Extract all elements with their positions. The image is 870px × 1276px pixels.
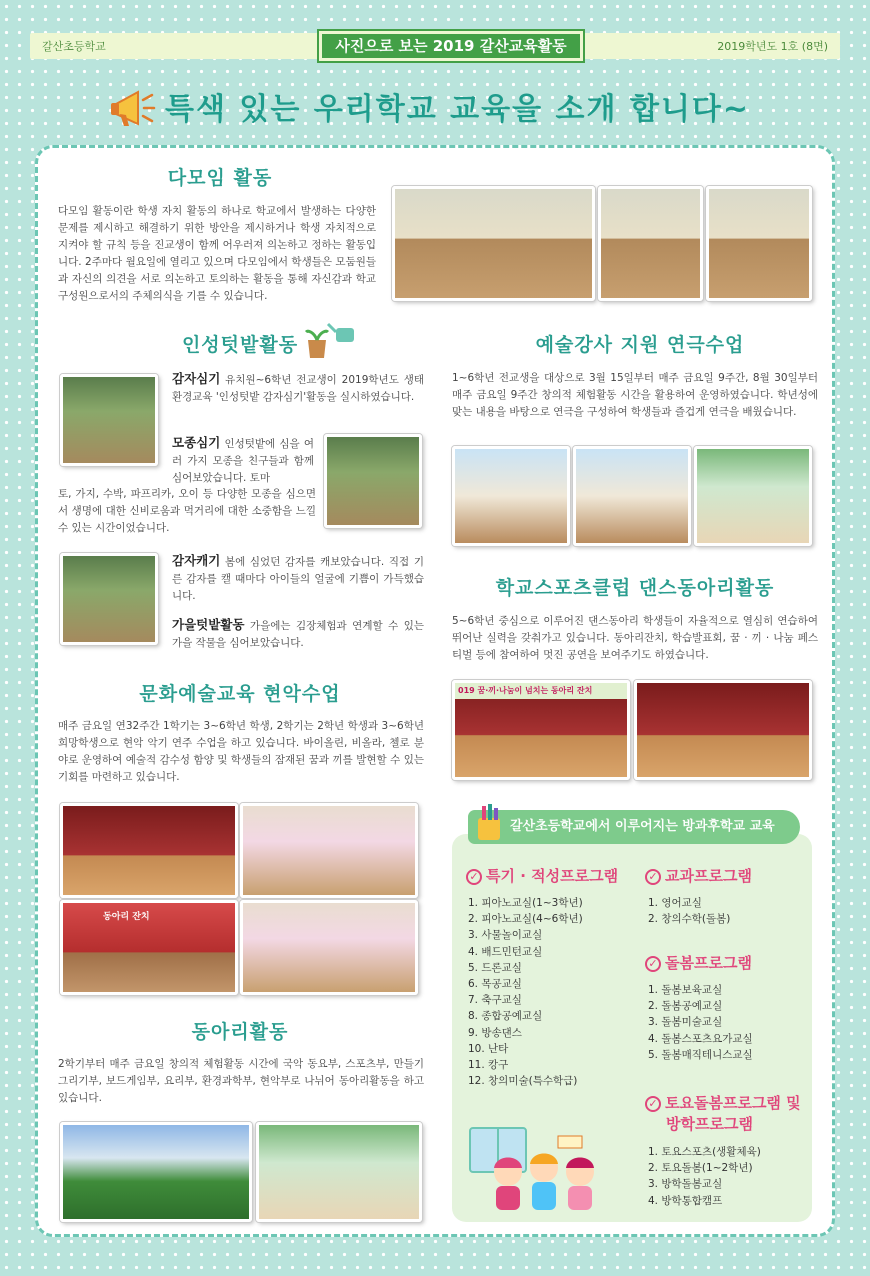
art-title: 예술강사 지원 연극수업 — [535, 334, 745, 356]
check-icon: ✓ — [645, 869, 661, 885]
program-item: 6. 목공교실 — [468, 978, 522, 991]
potato-harvest-desc: 봄에 심었던 감자를 캐보았습니다. 직접 기른 감자를 캘 때마다 아이들의 얼굴에 기쁨이 가득했습니다. — [172, 556, 424, 602]
subject-program-head: ✓ 교과프로그램 — [645, 865, 752, 886]
autumn-text — [172, 616, 424, 652]
damoim-photo-2 — [598, 186, 703, 301]
kids-illustration — [466, 1122, 616, 1214]
check-icon: ✓ — [645, 956, 661, 972]
program-item: 3. 돌봄미술교실 — [648, 1016, 723, 1029]
school-name: 갈산초등학교 — [42, 40, 106, 53]
insung-title: 인성텃밭활동 — [181, 334, 299, 356]
club-photo-1 — [60, 1122, 252, 1222]
damoim-photo-1 — [392, 186, 595, 301]
check-icon: ✓ — [466, 869, 482, 885]
program-item: 4. 배드민턴교실 — [468, 945, 543, 958]
program-item: 5. 드론교실 — [468, 961, 522, 974]
program-item: 1. 피아노교실(1~3학년) — [468, 897, 583, 909]
seedling-label: 모종심기 — [172, 435, 221, 450]
saturday-program-head-2: 방학프로그램 — [666, 1115, 753, 1133]
potato-plant-desc: 유치원~6학년 전교생이 2019학년도 생태환경교육 '인성텃밭 감자심기'활동을 실시하였습니다. — [172, 374, 424, 403]
art-photo-3 — [694, 446, 812, 546]
program-item: 1. 토요스포츠(생활체육) — [648, 1146, 761, 1158]
program-item: 1. 돌봄보육교실 — [648, 984, 723, 996]
dance-title: 학교스포츠클럽 댄스동아리활동 — [495, 577, 775, 599]
culture-banner-text: 동아리 잔치 — [103, 912, 150, 922]
damoim-text: 다모임 활동이란 학생 자치 활동의 하나로 학교에서 발생하는 다양한 문제를 제시하고 해결하기 위한 방안을 제시하거나 학생 자치적으로 지켜야 할 규칙 등을 진교생이 함께 어우러져 의논하고 정하는 활동입니다. 2주마다 월요일에 열리고 있으며 다모임에서 학생들은 모둠원들과 자신의 의견을 서로 의논하고 토의하는 활동을 통해 자신감과 학교구성원으로서의 주체의식을 기를 수 있습니다. — [58, 205, 376, 302]
culture-photo-4 — [240, 900, 418, 995]
saturday-program-list — [648, 1144, 761, 1209]
program-item: 2. 토요돌봄(1~2학년) — [648, 1162, 753, 1175]
damoim-photo-3 — [706, 186, 812, 301]
potato-harvest-label: 감자캐기 — [172, 553, 221, 568]
saturday-program-head: ✓ 토요돌봄프로그램 및 — [645, 1092, 801, 1113]
header-bar — [30, 33, 840, 59]
megaphone-icon — [108, 86, 158, 132]
culture-photo-3 — [60, 900, 238, 995]
program-item: 7. 축구교실 — [468, 994, 522, 1007]
program-item: 2. 돌봄공예교실 — [648, 1000, 723, 1013]
culture-photo-1 — [60, 803, 238, 898]
club-text: 2학기부터 매주 금요일 창의적 체험활동 시간에 국악 동요부, 스포츠부, 만들기그리기부, 보드게임부, 요리부, 환경과학부, 현악부로 나뉘어 동아리활동을 하고 있습니다. — [58, 1058, 424, 1104]
dance-text: 5~6학년 중심으로 이루어진 댄스동아리 학생들이 자율적으로 열심히 연습하여 뛰어난 실력을 갖춰가고 있습니다. 동아리잔치, 학습발표회, 꿈 · 끼 · 나눔 페스티벌 등에 참여하여 멋진 공연을 보여주기도 하였습니다. — [452, 615, 818, 661]
autumn-label: 가을텃밭활동 — [172, 617, 245, 632]
page-main-title: 특색 있는 우리학교 교육을 소개 합니다~ — [165, 92, 751, 127]
art-text: 1~6학년 전교생을 대상으로 3월 15일부터 매주 금요일 9주간, 8월 30일부터 매주 금요일 9주간 창의적 체험활동 시간을 활용하여 운영하였습니다. 학년성에 맞는 내용을 바탕으로 연극을 구성하여 학생들과 즐겁게 연극을 배웠습니다. — [452, 372, 818, 418]
program-item: 11. 캉구 — [468, 1059, 509, 1072]
program-item: 2. 피아노교실(4~6학년) — [468, 913, 583, 926]
issue-info: 2019학년도 1호 (8면) — [717, 40, 828, 53]
dance-banner-text: 019 꿈·끼·나눔이 넘치는 동아리 잔치 — [455, 683, 627, 699]
seedling-text-1 — [172, 434, 314, 487]
special-program-list — [468, 895, 583, 1089]
club-title: 동아리활동 — [191, 1021, 289, 1043]
potato-plant-text — [172, 370, 424, 406]
damoim-title: 다모임 활동 — [167, 167, 273, 189]
program-item: 12. 창의미술(특수학급) — [468, 1075, 578, 1088]
insung-photo-3 — [60, 553, 158, 645]
care-program-head: ✓ 돌봄프로그램 — [645, 952, 752, 973]
club-photo-2 — [256, 1122, 422, 1222]
insung-photo-1 — [60, 374, 158, 466]
subject-program-list — [648, 895, 730, 927]
care-program-list — [648, 982, 753, 1063]
program-item: 8. 종합공예교실 — [468, 1010, 543, 1023]
seedling-text-2: 토, 가지, 수박, 파프리카, 오이 등 다양한 모종을 심으면서 생명에 대한 신비로움과 먹거리에 대한 소중함을 느낄 수 있는 시간이었습니다. — [58, 488, 316, 534]
seedling-desc-1: 인성텃밭에 심을 여러 가지 모종을 친구들과 함께 심어보았습니다. 토마 — [172, 438, 314, 484]
culture-title: 문화예술교육 현악수업 — [139, 683, 341, 705]
art-photo-2 — [573, 446, 691, 546]
program-item: 2. 창의수학(돌봄) — [648, 913, 731, 926]
watering-can-icon — [302, 318, 360, 362]
potato-harvest-text — [172, 552, 424, 605]
newsletter-title: 사진으로 보는 2019 갈산교육활동 — [319, 31, 583, 61]
program-item: 4. 방학통합캠프 — [648, 1194, 723, 1207]
art-photo-1 — [452, 446, 570, 546]
pencil-cup-icon — [474, 802, 504, 842]
program-item: 5. 돌봄매직테니스교실 — [648, 1048, 753, 1061]
check-icon: ✓ — [645, 1096, 661, 1112]
dance-photo-1 — [452, 680, 630, 780]
program-item: 4. 돌봄스포츠요가교실 — [648, 1032, 753, 1045]
culture-photo-2 — [240, 803, 418, 898]
dance-photo-2 — [634, 680, 812, 780]
special-program-head: ✓ 특기 · 적성프로그램 — [466, 865, 618, 886]
insung-photo-2 — [324, 434, 422, 528]
potato-plant-label: 감자심기 — [172, 371, 221, 386]
after-school-banner: 갈산초등학교에서 이루어지는 방과후학교 교육 — [468, 810, 800, 844]
program-item: 10. 난타 — [468, 1042, 509, 1055]
program-item: 3. 방학돌봄교실 — [648, 1178, 723, 1191]
program-item: 1. 영어교실 — [648, 897, 702, 909]
autumn-desc: 가을에는 김장체험과 연계할 수 있는 가을 작물을 심어보았습니다. — [172, 620, 424, 649]
program-item: 9. 방송댄스 — [468, 1026, 522, 1039]
program-item: 3. 사물놀이교실 — [468, 929, 543, 942]
culture-text: 매주 금요일 연32주간 1학기는 3~6학년 학생, 2학기는 2학년 학생과 3~6학년 희망학생으로 현악 악기 연주 수업을 하고 있습니다. 바이올린, 비올라, 첼로 분야로 운영하여 예술적 감수성 함양 및 학생들의 잠재된 꿈과 끼를 발현할 수 있는 기회를 마련하고 있습니다. — [58, 720, 424, 783]
